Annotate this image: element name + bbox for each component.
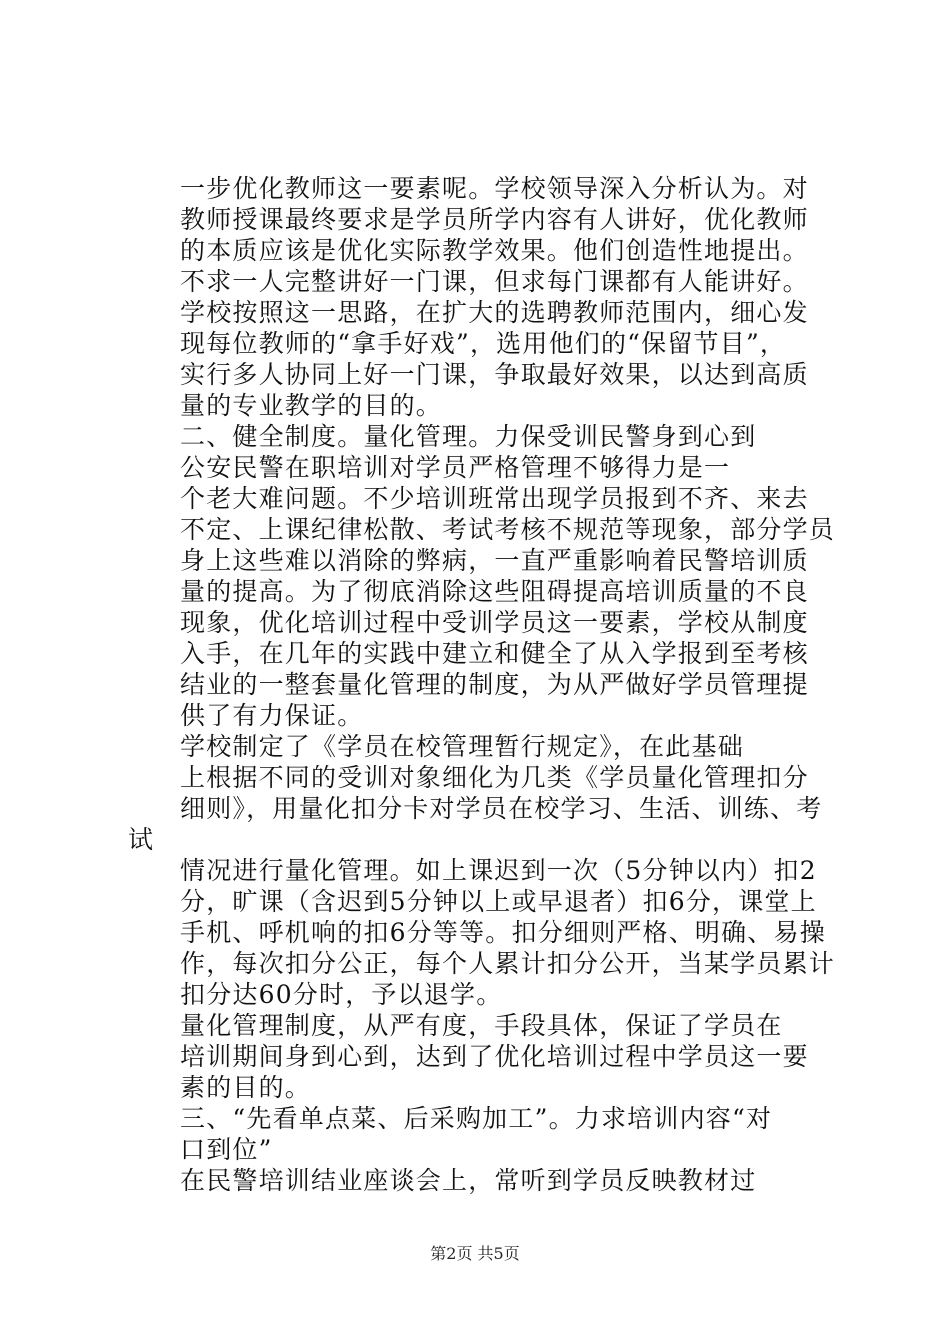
text-line: 供了有力保证。: [180, 701, 364, 730]
text-line: 入手，在几年的实践中建立和健全了从入学报到至考核: [180, 639, 809, 668]
text-line: 在民警培训结业座谈会上，常听到学员反映教材过: [180, 1166, 757, 1195]
text-line: 不定、上课纪律松散、考试考核不规范等现象，部分学员: [180, 515, 836, 544]
text-line: 试: [128, 825, 155, 854]
text-line: 细则》，用量化扣分卡对学员在校学习、生活、训练、考: [180, 794, 823, 823]
section-heading: 口到位”: [180, 1135, 273, 1164]
text-line: 培训期间身到心到，达到了优化培训过程中学员这一要: [180, 1042, 809, 1071]
text-line: 量的提高。为了彻底消除这些阻碍提高培训质量的不良: [180, 577, 809, 606]
text-line: 作，每次扣分公正，每个人累计扣分公开，当某学员累计: [180, 949, 836, 978]
text-line: 分，旷课（含迟到5分钟以上或早退者）扣6分，课堂上: [180, 887, 817, 916]
section-heading: 二、健全制度。量化管理。力保受训民警身到心到: [180, 422, 757, 451]
text-line: 量化管理制度，从严有度，手段具体，保证了学员在: [180, 1011, 783, 1040]
text-line: 量的专业教学的目的。: [180, 391, 443, 420]
text-line: 教师授课最终要求是学员所学内容有人讲好，优化教师: [180, 205, 809, 234]
text-line: 学校制定了《学员在校管理暂行规定》，在此基础: [180, 732, 744, 761]
text-line: 上根据不同的受训对象细化为几类《学员量化管理扣分: [180, 763, 809, 792]
page-footer: 第2页 共5页: [430, 1244, 520, 1263]
text-line: 素的目的。: [180, 1073, 312, 1102]
text-line: 一步优化教师这一要素呢。学校领导深入分析认为。对: [180, 174, 809, 203]
text-line: 手机、呼机响的扣6分等等。扣分细则严格、明确、易操: [180, 918, 826, 947]
text-line: 的本质应该是优化实际教学效果。他们创造性地提出。: [180, 236, 809, 265]
text-line: 不求一人完整讲好一门课，但求每门课都有人能讲好。: [180, 267, 809, 296]
text-line: 现每位教师的“拿手好戏”，选用他们的“保留节目”，: [180, 329, 787, 358]
text-line: 身上这些难以消除的弊病，一直严重影响着民警培训质: [180, 546, 809, 575]
text-line: 公安民警在职培训对学员严格管理不够得力是一: [180, 453, 731, 482]
text-line: 情况进行量化管理。如上课迟到一次（5分钟以内）扣2: [180, 856, 817, 885]
text-line: 实行多人协同上好一门课，争取最好效果，以达到高质: [180, 360, 809, 389]
text-line: 结业的一整套量化管理的制度，为从严做好学员管理提: [180, 670, 809, 699]
section-heading: 三、“先看单点菜、后采购加工”。力求培训内容“对: [180, 1104, 773, 1133]
text-line: 学校按照这一思路，在扩大的选聘教师范围内，细心发: [180, 298, 809, 327]
text-line: 扣分达60分时，予以退学。: [180, 980, 503, 1009]
text-line: 个老大难问题。不少培训班常出现学员报到不齐、来去: [180, 484, 809, 513]
text-line: 现象，优化培训过程中受训学员这一要素，学校从制度: [180, 608, 809, 637]
